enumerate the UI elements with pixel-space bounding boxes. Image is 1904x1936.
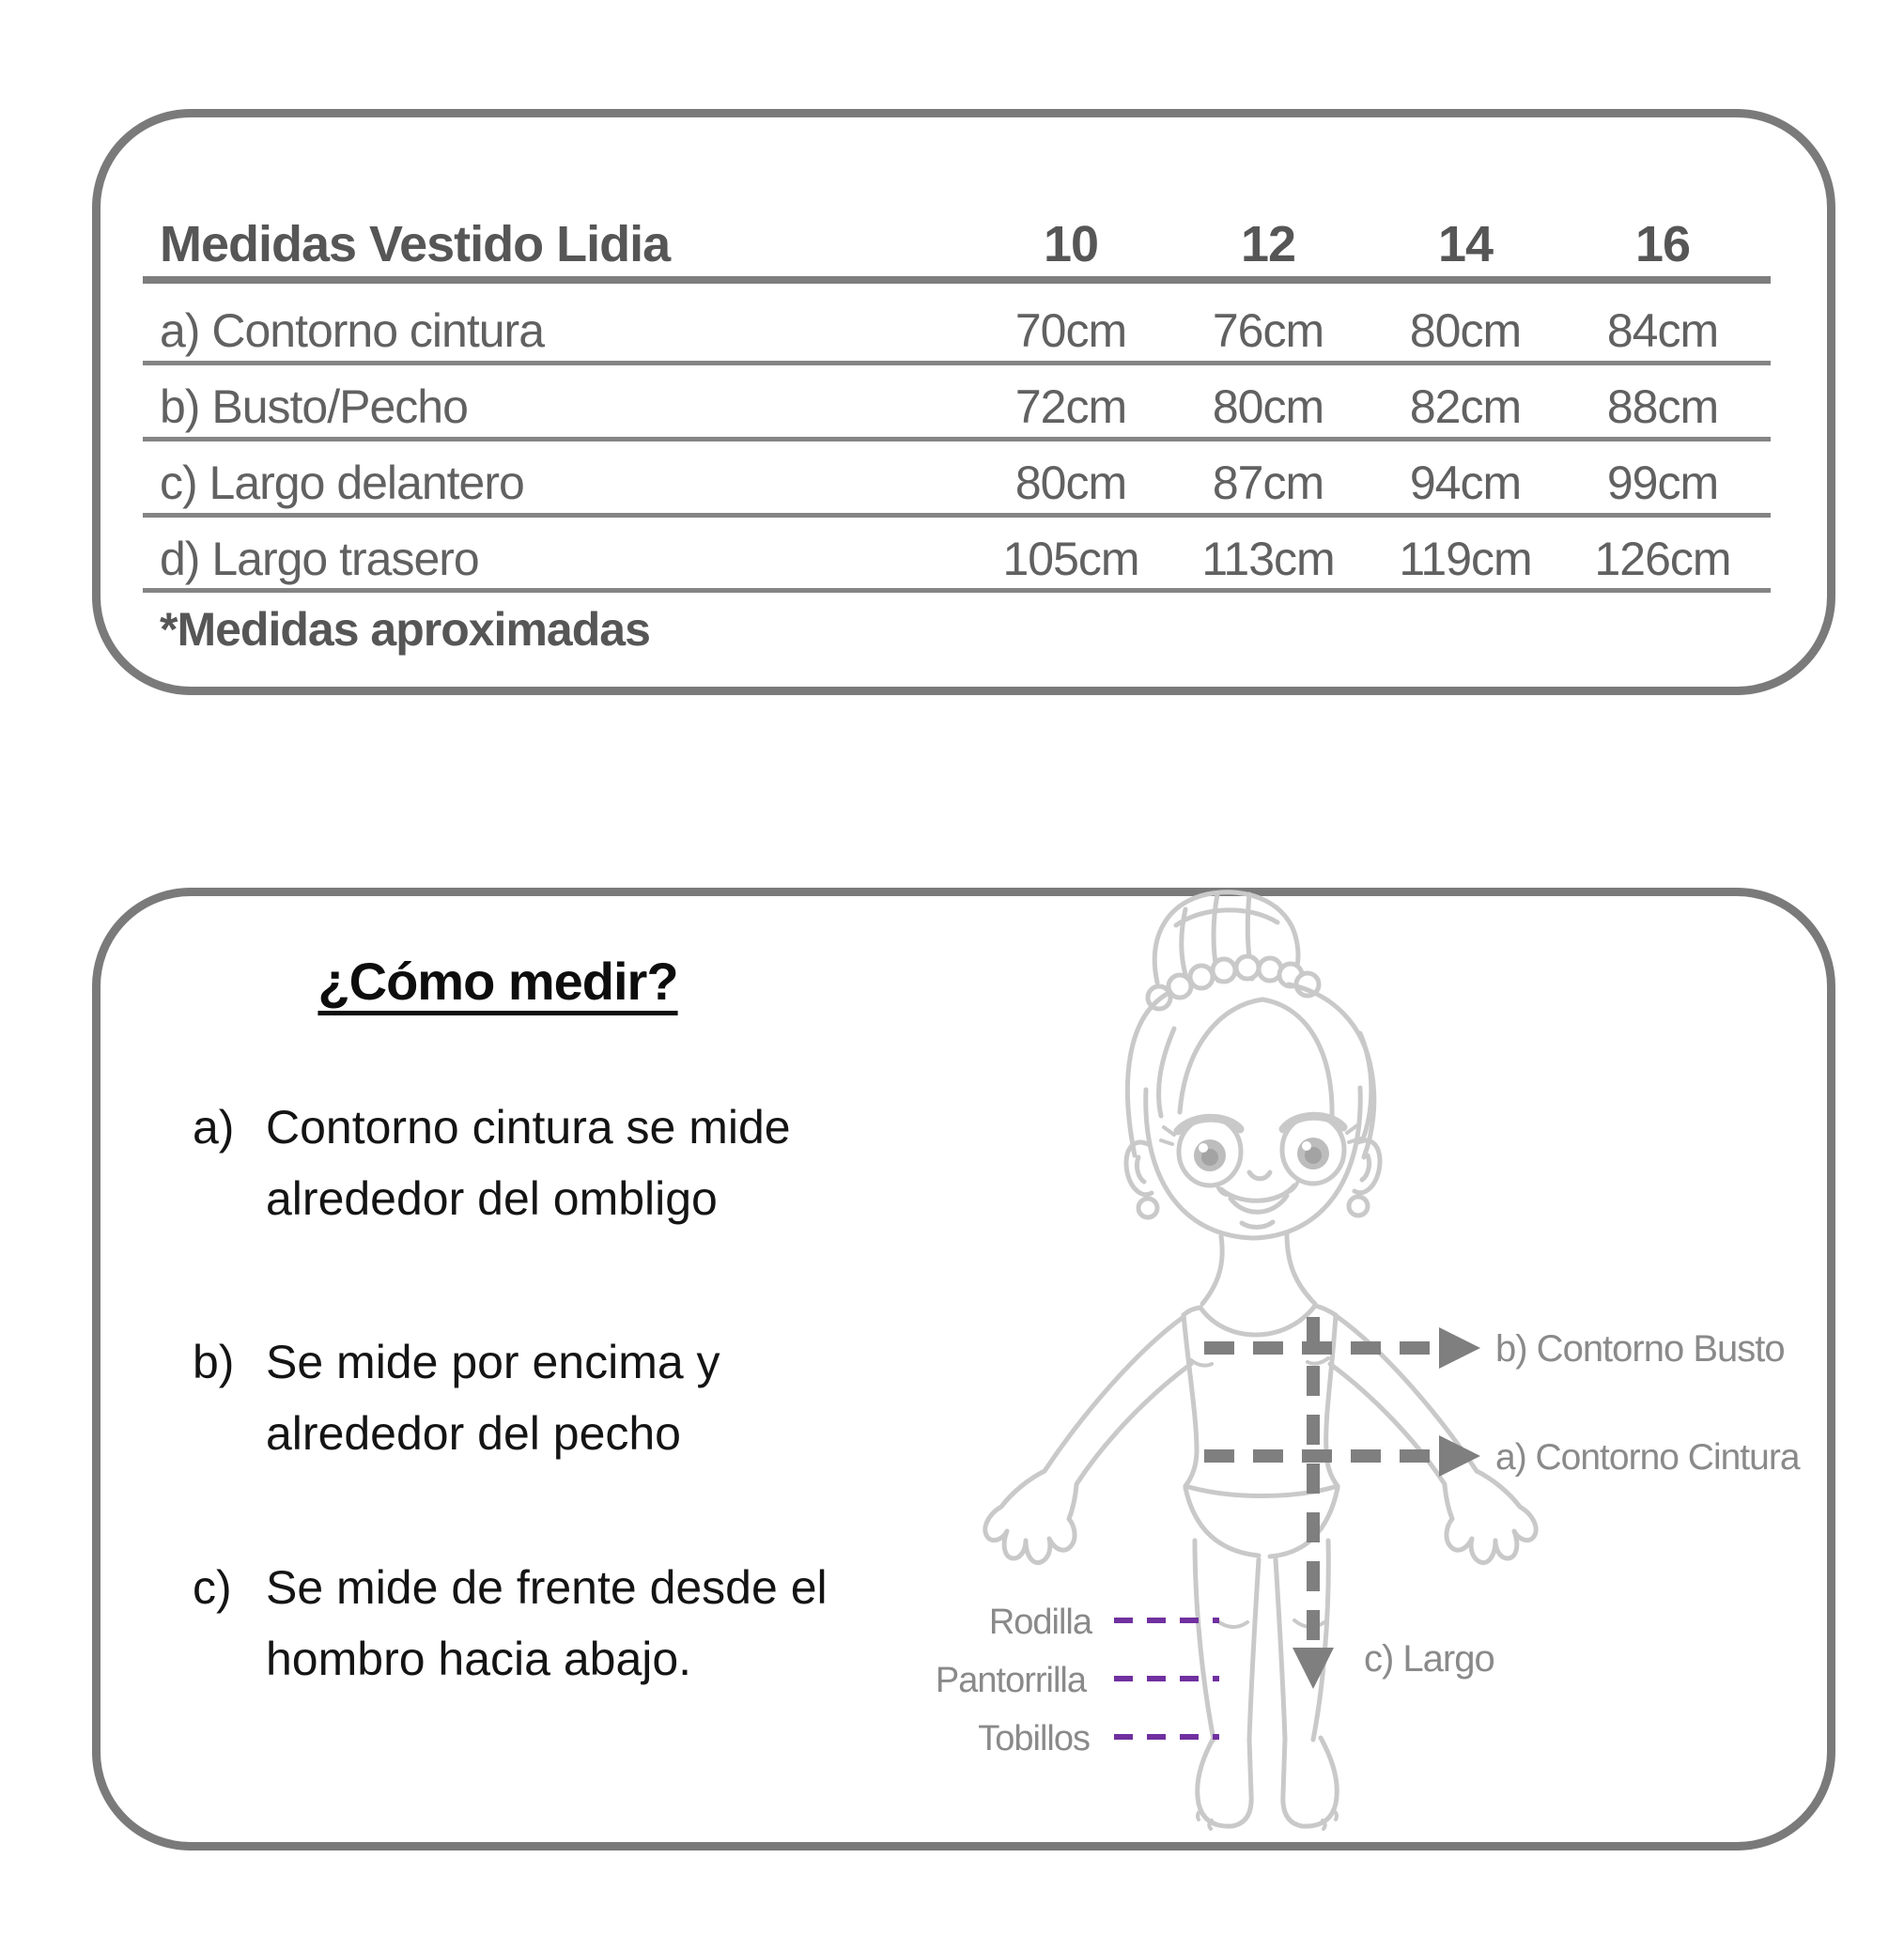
row-label: c) Largo delantero [160,457,524,509]
size-column-header-10: 10 [1043,216,1099,272]
table-row-waist [160,302,1761,359]
knee-label: Rodilla [988,1603,1091,1642]
size-column-header-14: 14 [1437,216,1494,272]
cell-value: 126cm [1594,533,1731,585]
cell-value: 88cm [1606,380,1719,433]
cell-value: 99cm [1606,457,1719,509]
table-row-back-length [160,531,1761,587]
how-to-measure-heading-text: ¿Cómo medir? [317,952,678,1011]
item-marker: c) [193,1561,232,1614]
row-label: d) Largo trasero [160,533,479,585]
item-marker: b) [193,1336,235,1388]
table-divider [143,513,1771,518]
cell-value: 119cm [1399,533,1532,585]
bust-label: b) Contorno Busto [1495,1328,1785,1370]
item-marker: a) [193,1101,235,1154]
how-to-measure-heading [235,951,761,1012]
item-text: Contorno cintura se mide alrededor del ombligo [266,1101,791,1225]
table-divider [143,588,1771,593]
cell-value: 82cm [1409,380,1522,433]
calf-label: Pantorrilla [935,1661,1086,1700]
table-header-divider [143,276,1771,284]
cell-value: 87cm [1212,457,1324,509]
measure-instruction-b [193,1326,869,1469]
cell-value: 80cm [1212,380,1324,433]
table-row-bust [160,379,1761,435]
size-chart-title: Medidas Vestido Lidia [160,216,671,272]
cell-value: 105cm [1002,533,1139,585]
cell-value: 80cm [1409,304,1522,357]
ankles-label: Tobillos [978,1719,1090,1758]
length-label: c) Largo [1364,1638,1494,1680]
cell-value: 76cm [1212,304,1324,357]
waist-label: a) Contorno Cintura [1495,1437,1800,1478]
size-chart-footnote: *Medidas aproximadas [160,603,650,656]
cell-value: 113cm [1201,533,1335,585]
table-divider [143,361,1771,365]
item-text: Se mide de frente desde el hombro hacia abajo. [266,1561,828,1685]
cell-value: 84cm [1606,304,1719,357]
size-column-header-12: 12 [1240,216,1296,272]
row-label: a) Contorno cintura [160,304,545,357]
cell-value: 94cm [1409,457,1522,509]
cell-value: 80cm [1014,457,1127,509]
measure-instruction-c [193,1552,869,1695]
cell-value: 72cm [1014,380,1127,433]
cell-value: 70cm [1014,304,1127,357]
table-row-front-length [160,455,1761,511]
row-label: b) Busto/Pecho [160,380,468,433]
size-chart-header-row [160,216,1761,272]
measure-instruction-a [193,1092,869,1234]
size-column-header-16: 16 [1634,216,1691,272]
item-text: Se mide por encima y alrededor del pecho [266,1336,720,1460]
table-divider [143,437,1771,441]
